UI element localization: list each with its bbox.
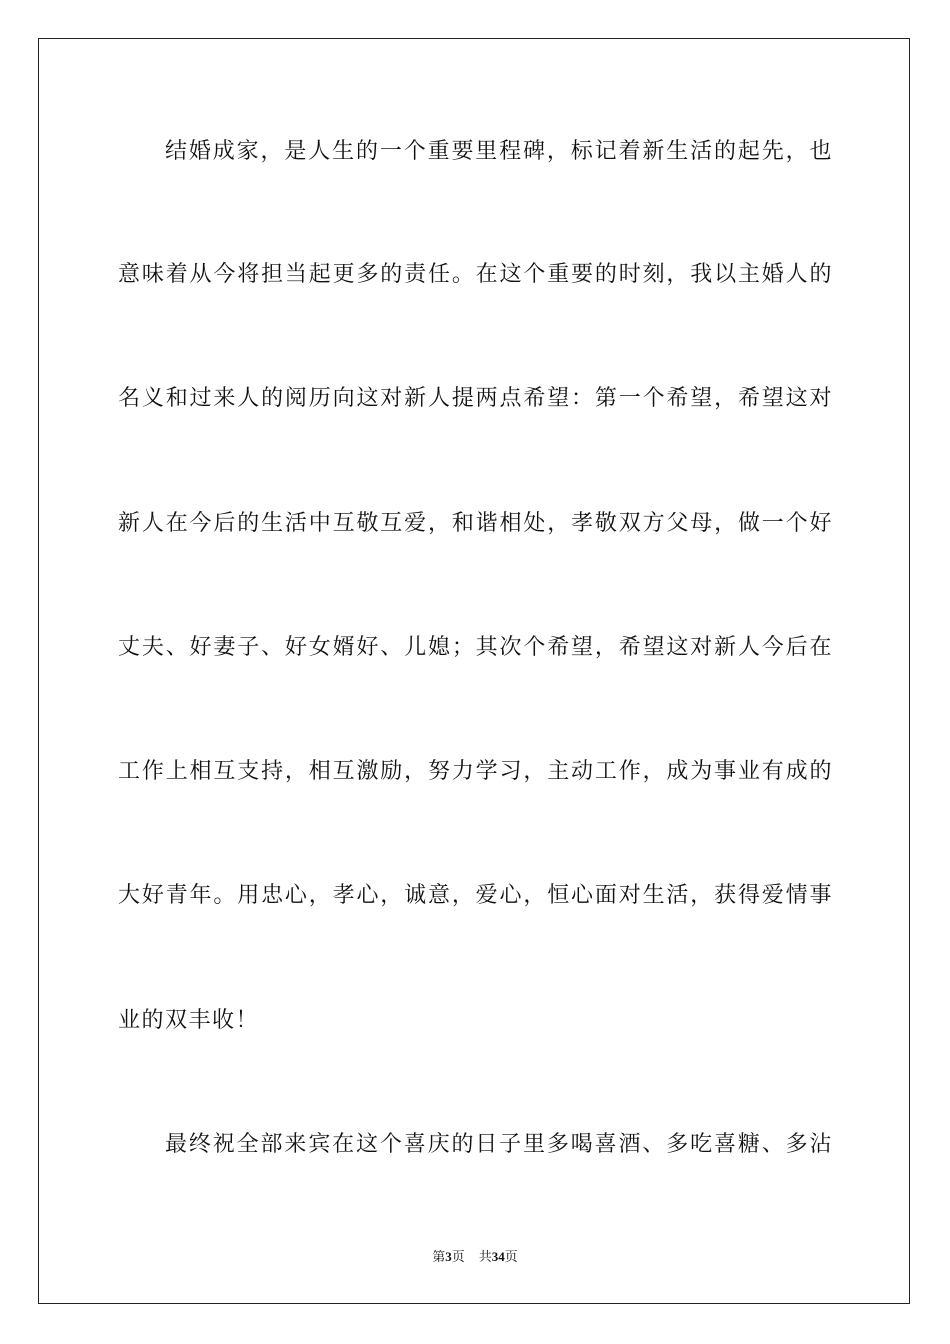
paragraph-line: 名义和过来人的阅历向这对新人提两点希望：第一个希望，希望这对 bbox=[118, 386, 833, 411]
page-number: 3 bbox=[445, 1249, 452, 1264]
page-footer bbox=[0, 1248, 950, 1267]
page-prefix: 第 bbox=[432, 1250, 446, 1265]
total-pages: 34 bbox=[491, 1249, 505, 1264]
paragraph-line: 新人在今后的生活中互敬互爱，和谐相处，孝敬双方父母，做一个好 bbox=[118, 511, 833, 536]
paragraph-line: 意味着从今将担当起更多的责任。在这个重要的时刻，我以主婚人的 bbox=[118, 262, 833, 287]
page-border bbox=[38, 38, 910, 1304]
total-suffix: 页 bbox=[504, 1250, 518, 1265]
paragraph-line: 业的双丰收！ bbox=[118, 1008, 260, 1033]
paragraph-line: 结婚成家，是人生的一个重要里程碑，标记着新生活的起先，也 bbox=[165, 139, 833, 164]
paragraph-line: 最终祝全部来宾在这个喜庆的日子里多喝喜酒、多吃喜糖、多沾 bbox=[165, 1132, 833, 1157]
page-suffix: 页 bbox=[451, 1250, 465, 1265]
paragraph-line: 工作上相互支持，相互激励，努力学习，主动工作，成为事业有成的 bbox=[118, 759, 833, 784]
total-prefix: 共 bbox=[478, 1250, 492, 1265]
paragraph-line: 丈夫、好妻子、好女婿好、儿媳；其次个希望，希望这对新人今后在 bbox=[118, 635, 833, 660]
paragraph-line: 大好青年。用忠心，孝心，诚意，爱心，恒心面对生活，获得爱情事 bbox=[118, 883, 833, 908]
